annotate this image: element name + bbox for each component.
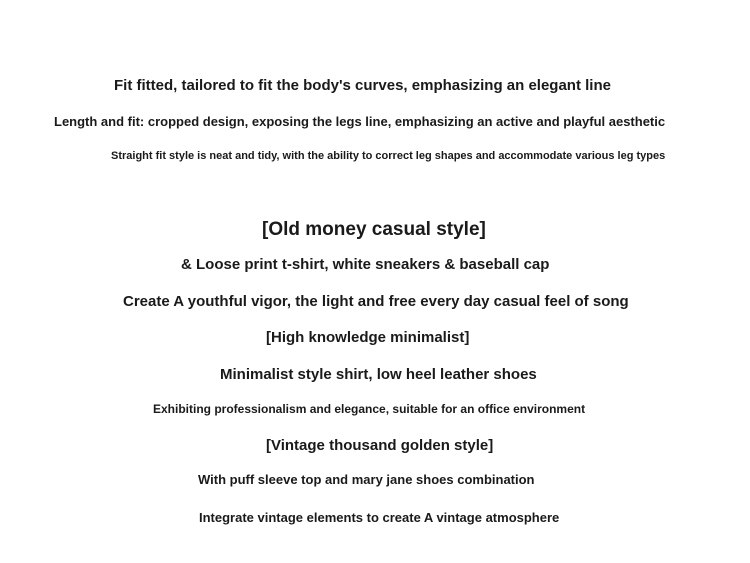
text-line-vintage-atmosphere: Integrate vintage elements to create A vintage atmosphere	[199, 510, 560, 525]
text-line-loose-print: & Loose print t-shirt, white sneakers & baseball cap	[181, 256, 550, 273]
text-line-fit-fitted: Fit fitted, tailored to fit the body's curves, emphasizing an elegant line	[114, 77, 611, 94]
text-line-minimalist-shirt: Minimalist style shirt, low heel leather shoes	[220, 366, 537, 383]
heading-vintage-golden: [Vintage thousand golden style]	[266, 437, 494, 454]
heading-old-money-casual: [Old money casual style]	[262, 219, 486, 240]
text-line-straight-fit: Straight fit style is neat and tidy, with the ability to correct leg shapes and accommodate various leg types	[111, 150, 666, 162]
text-line-length-and-fit: Length and fit: cropped design, exposing the legs line, emphasizing an active and playful aesthetic	[54, 114, 666, 129]
text-line-puff-sleeve: With puff sleeve top and mary jane shoes combination	[198, 472, 535, 487]
text-line-youthful-vigor: Create A youthful vigor, the light and free every day casual feel of song	[123, 293, 629, 310]
text-line-professionalism: Exhibiting professionalism and elegance, suitable for an office environment	[153, 402, 586, 416]
heading-high-knowledge-minimalist: [High knowledge minimalist]	[266, 329, 470, 346]
